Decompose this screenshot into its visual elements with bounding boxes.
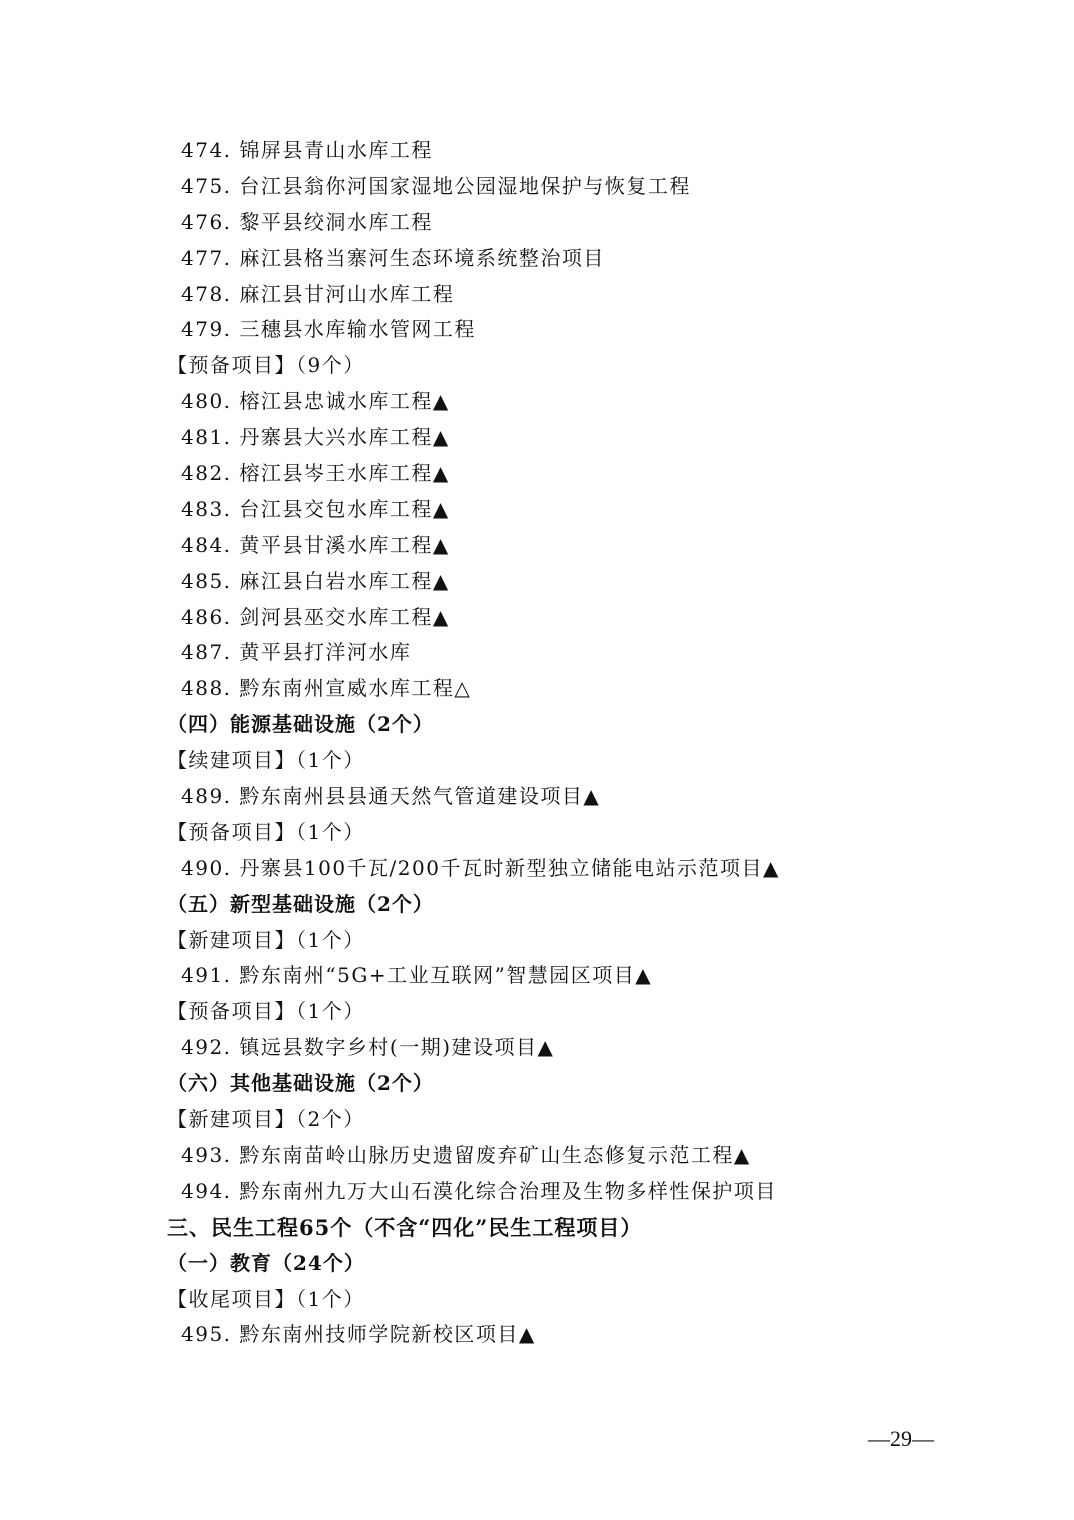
list-item: 474. 锦屏县青山水库工程 bbox=[181, 138, 433, 162]
list-item: 486. 剑河县巫交水库工程▲ bbox=[181, 604, 450, 629]
project-list bbox=[0, 133, 1074, 1353]
list-item: 488. 黔东南州宣威水库工程△ bbox=[181, 676, 472, 701]
category-label: 【预备项目】（9个） bbox=[167, 353, 365, 378]
section-heading: （四）能源基础设施（2个） bbox=[167, 712, 434, 737]
list-item: 493. 黔东南苗岭山脉历史遗留废弃矿山生态修复示范工程▲ bbox=[181, 1142, 751, 1167]
list-item: 491. 黔东南州“5G+工业互联网”智慧园区项目▲ bbox=[181, 963, 653, 988]
category-label: 【续建项目】（1个） bbox=[167, 748, 365, 773]
list-item: 490. 丹寨县100千瓦/200千瓦时新型独立储能电站示范项目▲ bbox=[181, 855, 780, 880]
list-item: 478. 麻江县甘河山水库工程 bbox=[181, 281, 455, 306]
section-heading: （六）其他基础设施（2个） bbox=[167, 1071, 434, 1096]
page-number: —29— bbox=[868, 1426, 934, 1451]
list-item: 476. 黎平县绞洞水库工程 bbox=[181, 209, 433, 234]
category-label: 【新建项目】（2个） bbox=[167, 1107, 365, 1132]
category-label: 【预备项目】（1个） bbox=[167, 999, 365, 1024]
category-label: 【新建项目】（1个） bbox=[167, 927, 365, 952]
list-item: 484. 黄平县甘溪水库工程▲ bbox=[181, 532, 450, 557]
category-label: 【预备项目】（1个） bbox=[167, 819, 365, 844]
list-item: 480. 榕江县忠诚水库工程▲ bbox=[181, 389, 450, 414]
list-item: 483. 台江县交包水库工程▲ bbox=[181, 496, 450, 521]
list-item: 481. 丹寨县大兴水库工程▲ bbox=[181, 425, 450, 450]
category-label: 【收尾项目】（1个） bbox=[167, 1286, 365, 1311]
list-item: 494. 黔东南州九万大山石漠化综合治理及生物多样性保护项目 bbox=[181, 1178, 777, 1203]
list-item: 487. 黄平县打洋河水库 bbox=[181, 640, 412, 665]
list-item: 482. 榕江县岑王水库工程▲ bbox=[181, 461, 450, 486]
list-item: 479. 三穗县水库输水管网工程 bbox=[181, 317, 476, 342]
section-heading: （五）新型基础设施（2个） bbox=[167, 891, 434, 916]
list-item: 489. 黔东南州县县通天然气管道建设项目▲ bbox=[181, 784, 601, 809]
section-heading: （一）教育（24个） bbox=[167, 1250, 365, 1275]
list-item: 477. 麻江县格当寨河生态环境系统整治项目 bbox=[181, 245, 605, 270]
section-heading: 三、民生工程65个（不含“四化”民生工程项目） bbox=[167, 1214, 643, 1240]
list-item: 492. 镇远县数字乡村(一期)建设项目▲ bbox=[181, 1035, 555, 1060]
list-item: 475. 台江县翁你河国家湿地公园湿地保护与恢复工程 bbox=[181, 173, 691, 198]
list-item: 485. 麻江县白岩水库工程▲ bbox=[181, 568, 450, 593]
list-item: 495. 黔东南州技师学院新校区项目▲ bbox=[181, 1322, 536, 1347]
